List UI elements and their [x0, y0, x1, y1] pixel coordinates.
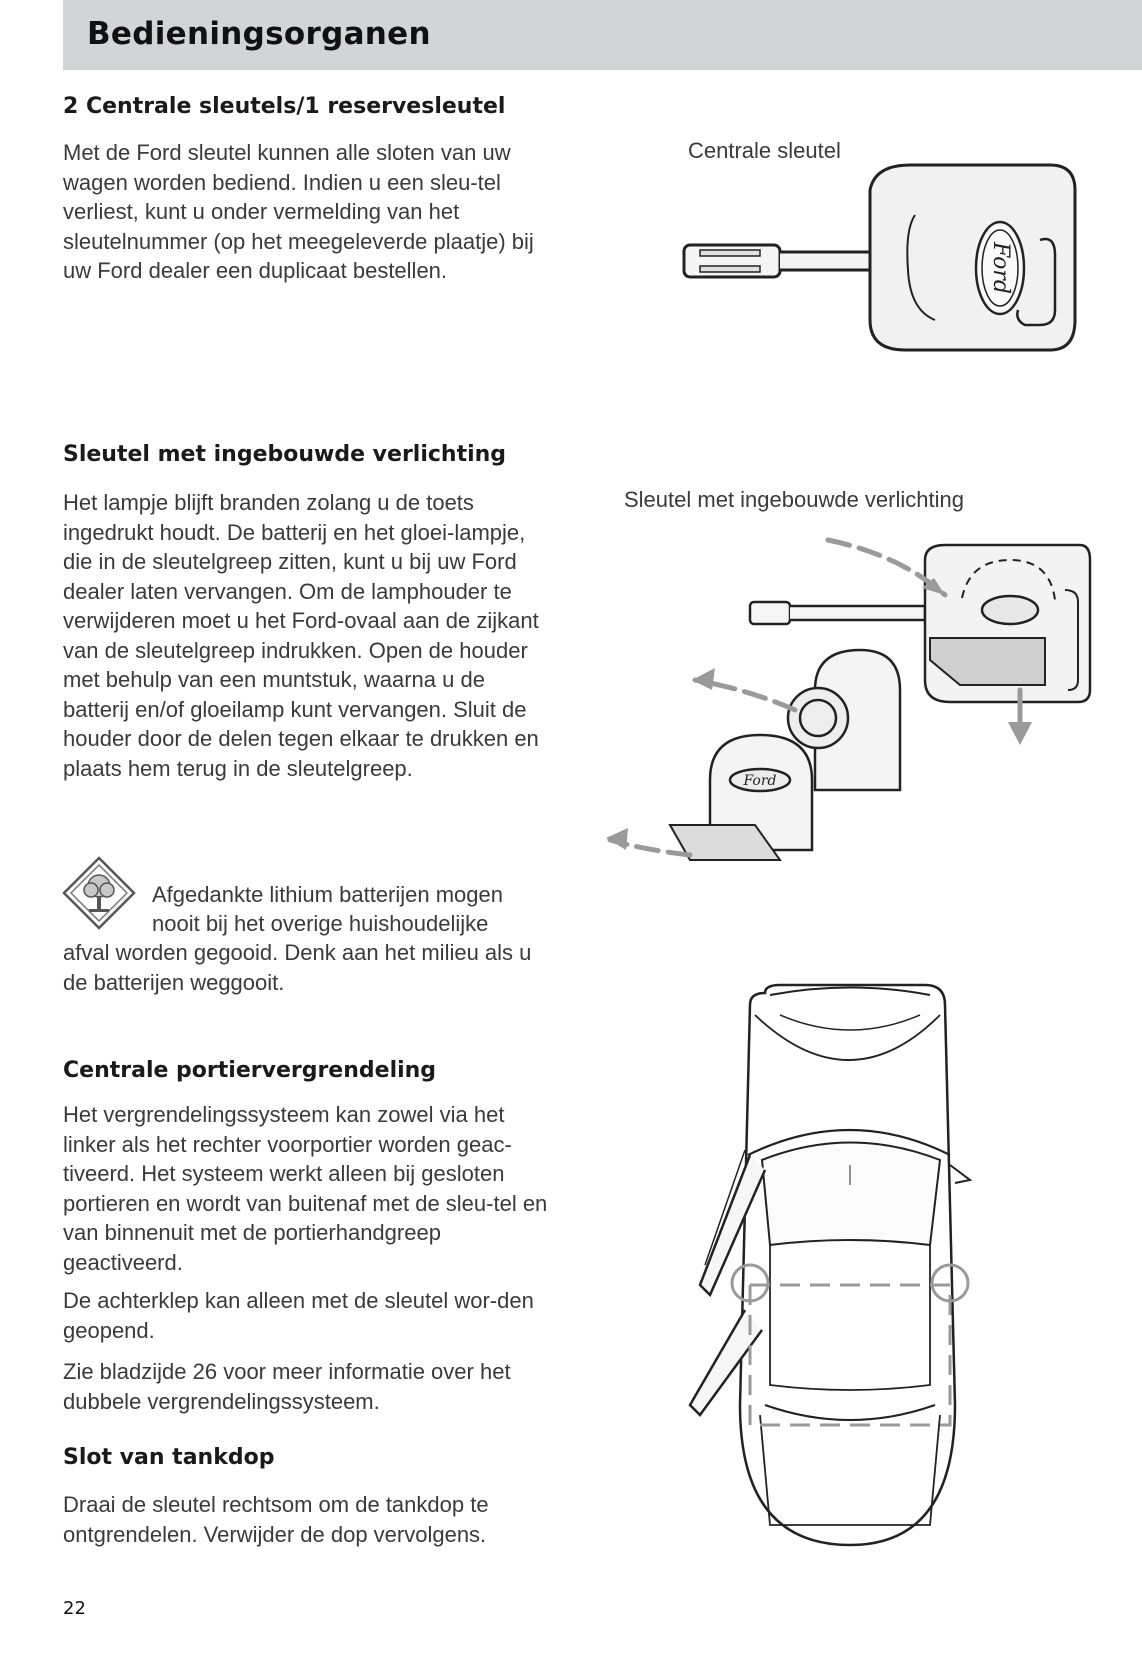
ford-logo-text: Ford: [988, 242, 1013, 294]
central-locking-text-2: De achterklep kan alleen met de sleutel wor-den geopend.: [63, 1288, 534, 1343]
lit-key-caption: Sleutel met ingebouwde verlichting: [624, 487, 964, 512]
env-note-line1: Afgedankte lithium batterijen mogen: [152, 882, 503, 907]
page-number: 22: [63, 1598, 86, 1619]
car-top-view-illustration: [650, 985, 1020, 1545]
section-heading-central-locking: Centrale portiervergrendeling: [63, 1058, 437, 1083]
env-note-line2: nooit bij het overige huishoudelijke: [152, 911, 489, 936]
ford-logo-text-small: Ford: [743, 773, 777, 789]
central-locking-text-1: Het vergrendelingssysteem kan zowel via het linker als het rechter voorportier worden geac-tiveerd. Het systeem werkt alleen bij gesloten portieren en wordt van buitenaf met de sleu-tel en van binnenuit met de portierhandgreep geactiveerd.: [63, 1102, 548, 1275]
fuel-cap-text: Draai de sleutel rechtsom om de tankdop te ontgrendelen. Verwijder de dop vervolgens.: [63, 1492, 489, 1547]
env-note-text: afval worden gegooid. Denk aan het milieu als u de batterijen weggooit.: [63, 940, 532, 995]
lit-key-illustration: [600, 540, 1090, 900]
section-heading-central-keys: 2 Centrale sleutels/1 reservesleutel: [63, 94, 506, 119]
environment-icon: [62, 856, 136, 930]
section-heading-fuel-cap: Slot van tankdop: [63, 1445, 275, 1470]
page-header: [63, 0, 1142, 70]
central-key-illustration: [680, 160, 1085, 360]
central-keys-text: Met de Ford sleutel kunnen alle sloten van uw wagen worden bediend. Indien u een sleu-tel verliest, kunt u onder vermelding van het sleutelnummer (op het meegeleverde plaatje) bij uw Ford dealer een duplicaat bestellen.: [63, 140, 534, 283]
lit-key-text: Het lampje blijft branden zolang u de toets ingedrukt houdt. De batterij en het gloei-lampje, die in de sleutelgreep zitten, kunt u bij uw Ford dealer laten vervangen. Om de lamphouder te verwijderen moet u het Ford-ovaal aan de zijkant van de sleutelgreep indrukken. Open de houder met behulp van een muntstuk, waarna u de batterij en/of gloeilamp kunt vervangen. Sluit de houder door de delen tegen elkaar te drukken en plaats hem terug in de sleutelgreep.: [63, 490, 539, 781]
central-key-caption: Centrale sleutel: [688, 138, 841, 163]
central-locking-text-3: Zie bladzijde 26 voor meer informatie over het dubbele vergrendelingssysteem.: [63, 1359, 511, 1414]
section-heading-lit-key: Sleutel met ingebouwde verlichting: [63, 442, 507, 467]
page-title: Bedieningsorganen: [87, 16, 431, 52]
